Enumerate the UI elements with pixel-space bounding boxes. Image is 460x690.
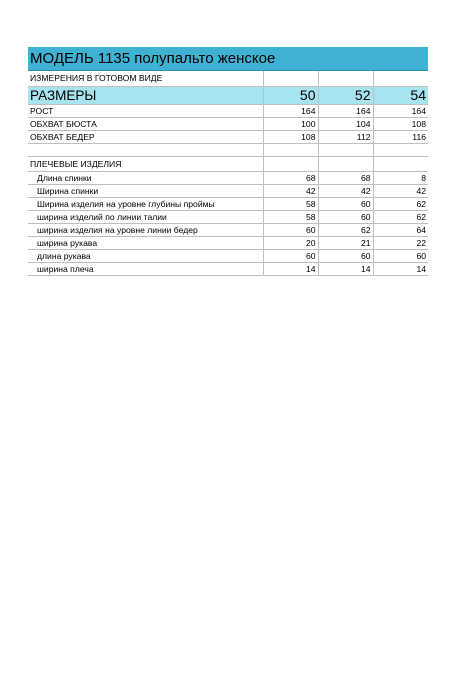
- value-cell: 104: [318, 118, 373, 131]
- row-label: ОБХВАТ БЮСТА: [28, 118, 263, 131]
- value-cell: 14: [263, 263, 318, 276]
- subtitle: ИЗМЕРЕНИЯ В ГОТОВОМ ВИДЕ: [28, 71, 263, 87]
- value-cell: 22: [373, 237, 428, 250]
- value-cell: 108: [373, 118, 428, 131]
- row-label: ширина изделий по линии талии: [28, 211, 263, 224]
- sizes-row: [28, 87, 428, 105]
- size-table: [28, 47, 428, 276]
- value-cell: 20: [263, 237, 318, 250]
- value-cell: 68: [318, 172, 373, 185]
- table-row: [28, 198, 428, 211]
- size-cell: 54: [373, 87, 428, 105]
- table-row: [28, 185, 428, 198]
- value-cell: 112: [318, 131, 373, 144]
- row-label: ширина плеча: [28, 263, 263, 276]
- table-row: [28, 237, 428, 250]
- size-chart: [28, 47, 428, 276]
- value-cell: 60: [318, 198, 373, 211]
- value-cell: 62: [373, 211, 428, 224]
- title-row: [28, 47, 428, 71]
- row-label: длина рукава: [28, 250, 263, 263]
- section-label: ПЛЕЧЕВЫЕ ИЗДЕЛИЯ: [28, 157, 263, 172]
- value-cell: 8: [373, 172, 428, 185]
- value-cell: 164: [263, 105, 318, 118]
- value-cell: 58: [263, 198, 318, 211]
- value-cell: 62: [373, 198, 428, 211]
- value-cell: 62: [318, 224, 373, 237]
- row-label: Ширина спинки: [28, 185, 263, 198]
- row-label: ширина изделия на уровне линии бедер: [28, 224, 263, 237]
- value-cell: 14: [373, 263, 428, 276]
- value-cell: 100: [263, 118, 318, 131]
- row-label: ширина рукава: [28, 237, 263, 250]
- row-label: Длина спинки: [28, 172, 263, 185]
- section-row: [28, 157, 428, 172]
- size-cell: 52: [318, 87, 373, 105]
- subtitle-row: [28, 71, 428, 87]
- model-title: МОДЕЛЬ 1135 полупальто женское: [28, 47, 428, 71]
- size-cell: 50: [263, 87, 318, 105]
- value-cell: 164: [318, 105, 373, 118]
- table-row: [28, 131, 428, 144]
- sizes-label: РАЗМЕРЫ: [28, 87, 263, 105]
- row-label: Ширина изделия на уровне глубины проймы: [28, 198, 263, 211]
- blank-row: [28, 144, 428, 157]
- value-cell: 60: [318, 250, 373, 263]
- value-cell: 116: [373, 131, 428, 144]
- value-cell: 108: [263, 131, 318, 144]
- value-cell: 68: [263, 172, 318, 185]
- table-row: [28, 263, 428, 276]
- value-cell: 60: [318, 211, 373, 224]
- table-row: [28, 172, 428, 185]
- value-cell: 42: [318, 185, 373, 198]
- value-cell: 21: [318, 237, 373, 250]
- table-row: [28, 224, 428, 237]
- row-label: ОБХВАТ БЕДЕР: [28, 131, 263, 144]
- value-cell: 14: [318, 263, 373, 276]
- row-label: РОСТ: [28, 105, 263, 118]
- value-cell: 60: [373, 250, 428, 263]
- table-row: [28, 250, 428, 263]
- value-cell: 164: [373, 105, 428, 118]
- value-cell: 42: [263, 185, 318, 198]
- value-cell: 58: [263, 211, 318, 224]
- value-cell: 64: [373, 224, 428, 237]
- value-cell: 60: [263, 250, 318, 263]
- table-row: [28, 105, 428, 118]
- table-row: [28, 211, 428, 224]
- table-row: [28, 118, 428, 131]
- value-cell: 42: [373, 185, 428, 198]
- value-cell: 60: [263, 224, 318, 237]
